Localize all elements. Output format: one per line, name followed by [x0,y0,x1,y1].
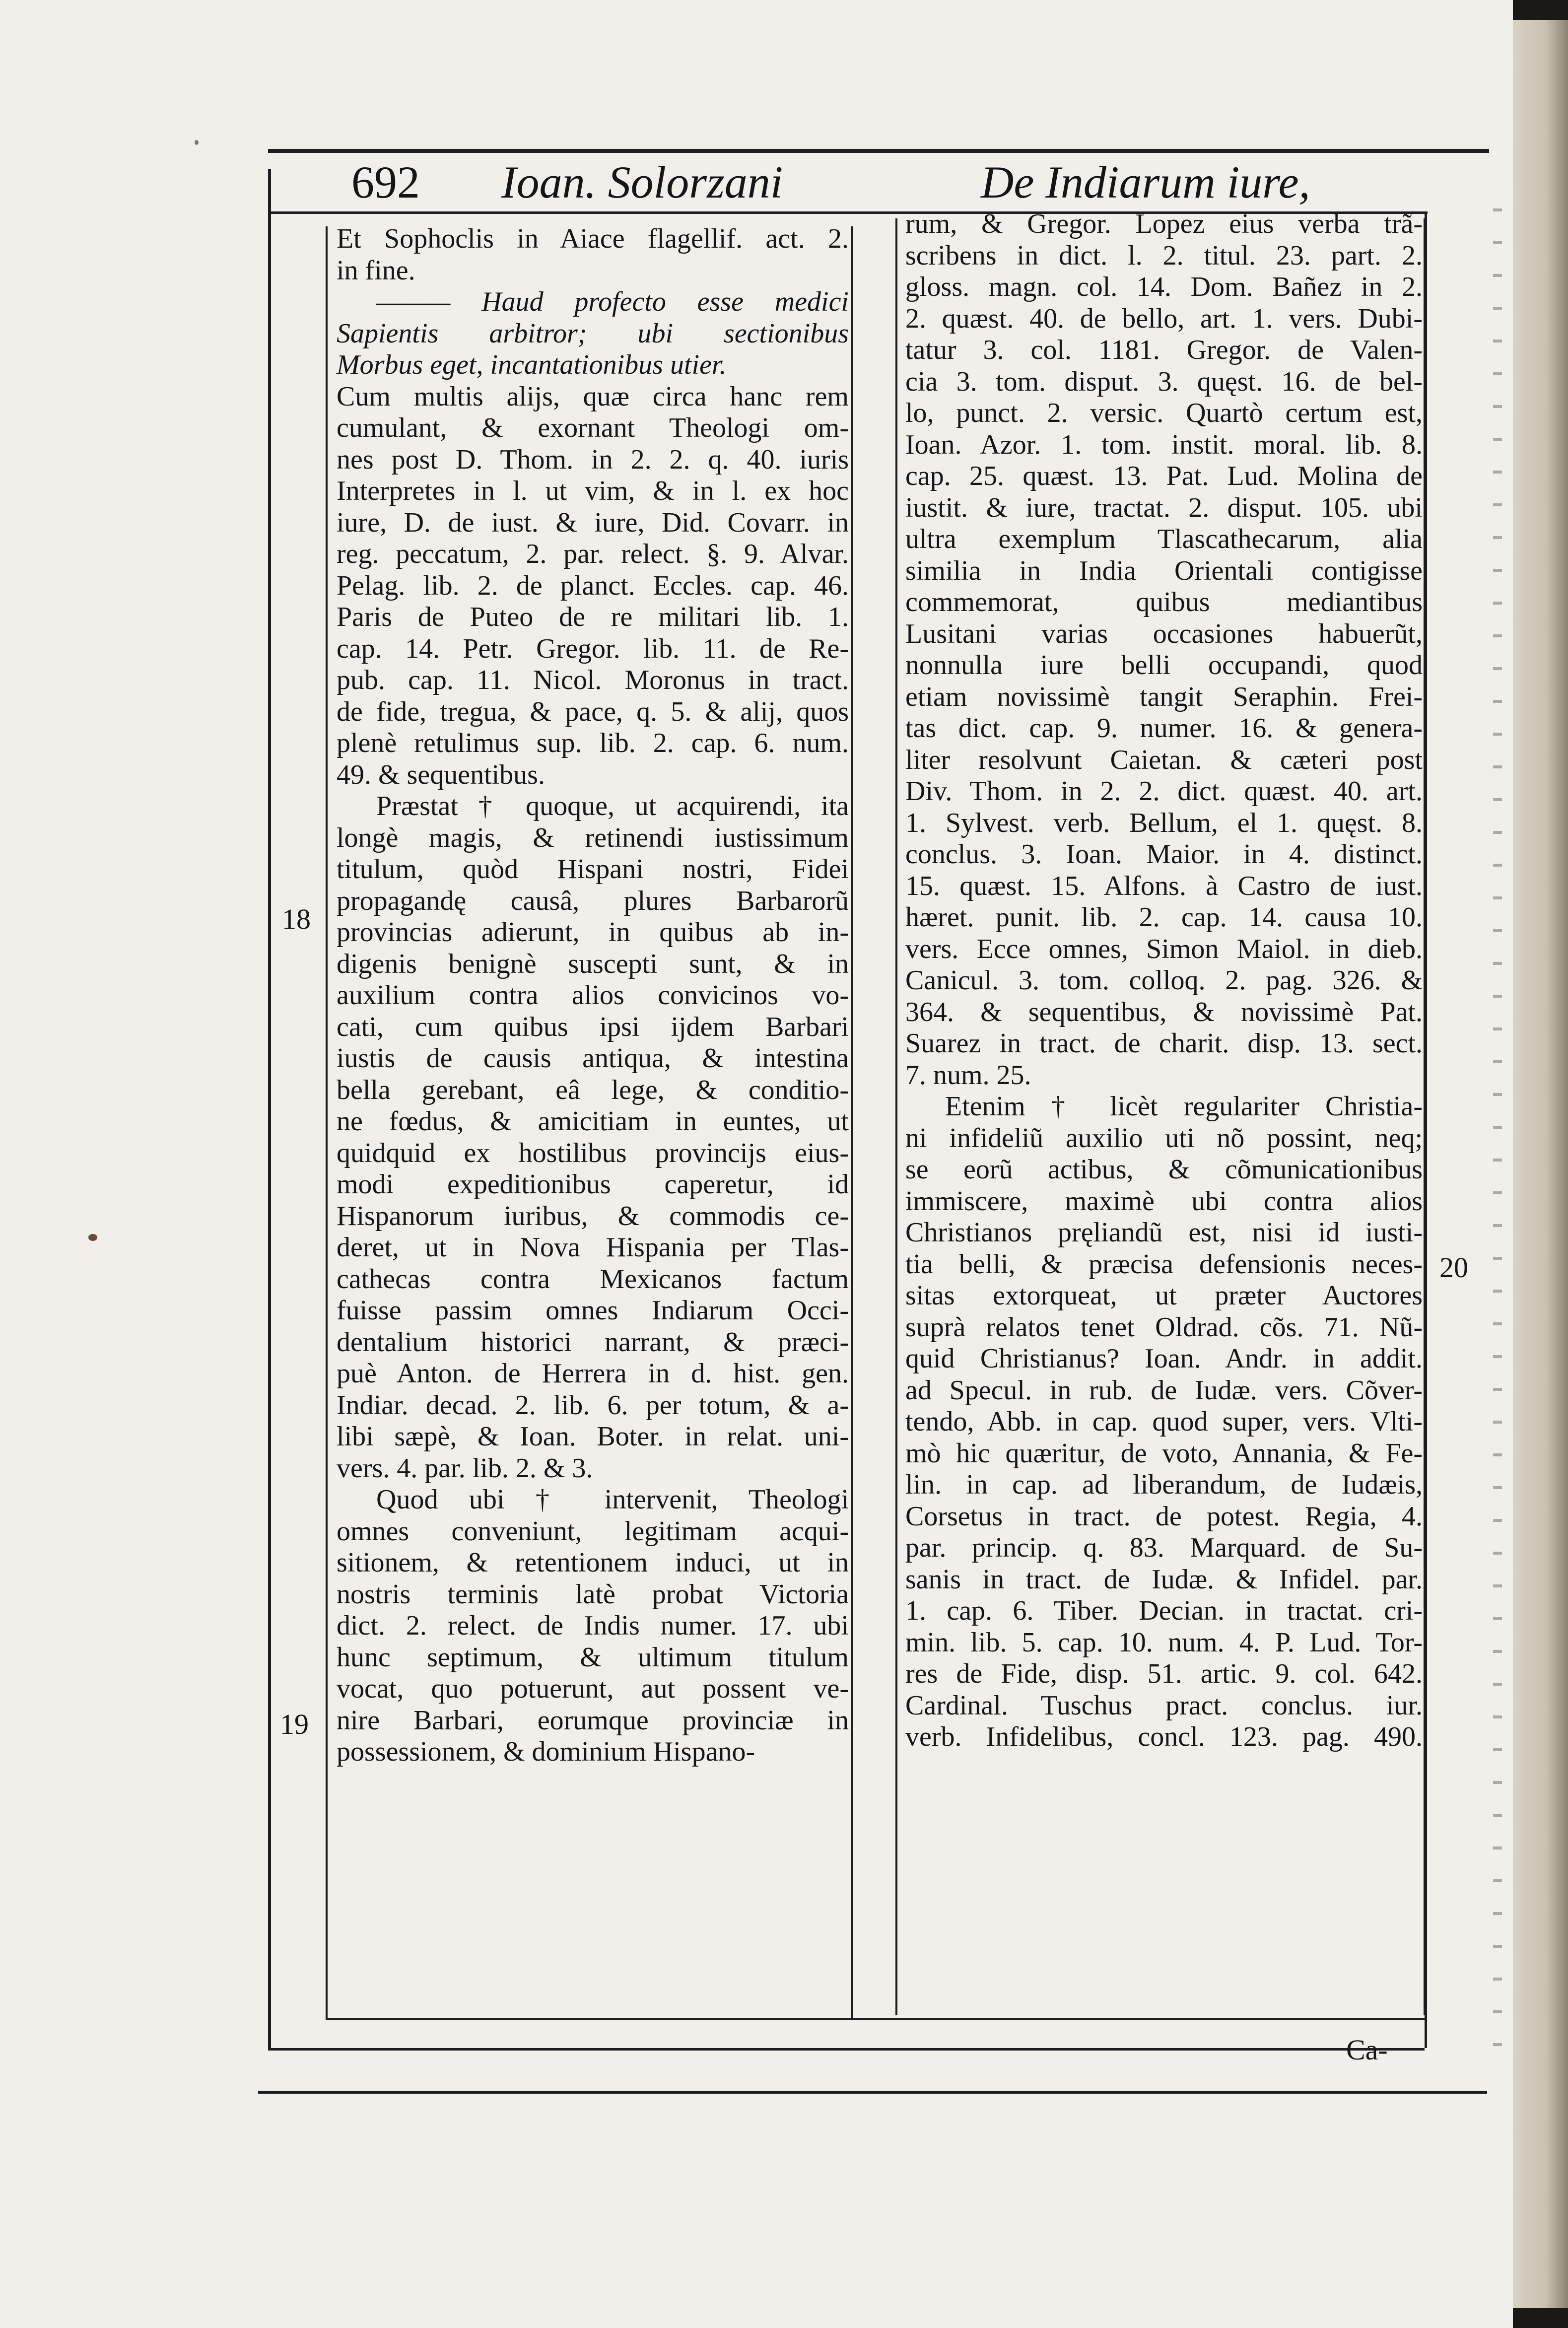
text-line: propagandę causâ, plures Barbarorũ [337,885,849,916]
text-line: pub. cap. 11. Nicol. Moronus in tract. [337,665,849,695]
text-line: sitionem, & retentionem induci, ut in [337,1547,849,1578]
text-line: commemorat, quibus mediantibus [905,587,1423,617]
text-line: Etenim † licèt regulariter Christia- [945,1091,1423,1122]
text-line: cati, cum quibus ipsi ijdem Barbari [337,1011,849,1042]
text-line: ad Specul. in rub. de Iudæ. vers. Cõver- [905,1374,1423,1406]
header-rule [268,149,1489,153]
text-line: vers. Ecce omnes, Simon Maiol. in dieb. [905,933,1423,964]
text-line: bella gerebant, eâ lege, & conditio- [337,1074,849,1105]
text-line: Indiar. decad. 2. lib. 6. per totum, & a- [337,1389,849,1421]
page-fore-edge [1513,20,1568,2308]
right-text-column [905,208,1423,1753]
text-line: nes post D. Thom. in 2. 2. q. 40. iuris [337,444,849,475]
text-line: tendo, Abb. in cap. quod super, vers. Vlti- [905,1406,1423,1437]
text-line: dentalium historici narrant, & præci- [337,1326,849,1358]
text-line: 1. Sylvest. verb. Bellum, el 1. quęst. 8. [905,807,1423,838]
text-line: sitas extorqueat, ut præter Auctores [905,1280,1423,1311]
text-line: Morbus eget, incantationibus utier. [337,349,727,380]
text-line: par. princip. q. 83. Marquard. de Su- [905,1532,1423,1563]
text-line: quid Christianus? Ioan. Andr. in addit. [905,1343,1423,1374]
text-line: cap. 14. Petr. Gregor. lib. 11. de Re- [337,633,849,664]
text-line: Pelag. lib. 2. de planct. Eccles. cap. 46. [337,570,849,601]
text-line: iure, D. de iust. & iure, Did. Covarr. in [337,507,849,538]
text-line: ne fœdus, & amicitiam in euntes, ut [337,1106,849,1137]
text-line: tas dict. cap. 9. numer. 16. & genera- [905,713,1423,744]
text-line: reg. peccatum, 2. par. relect. §. 9. Alvar. [337,539,849,569]
text-line: se eorũ actibus, & cõmunicationibus [905,1154,1423,1185]
text-line: etiam novissimè tangit Seraphin. Frei- [905,681,1423,712]
text-line: auxilium contra alios convicinos vo- [337,980,849,1011]
text-line: 2. quæst. 40. de bello, art. 1. vers. Dubi- [905,303,1423,334]
text-line: de fide, tregua, & pace, q. 5. & alij, quos [337,696,849,727]
running-head-author: Ioan. Solorzani [501,157,783,207]
text-line: in fine. [337,255,415,286]
text-line: 7. num. 25. [905,1059,1031,1091]
text-line: deret, ut in Nova Hispania per Tlas- [337,1232,849,1263]
text-line: puè Anton. de Herrera in d. hist. gen. [337,1358,849,1389]
text-line: Paris de Puteo de re militari lib. 1. [337,602,849,632]
text-line: Hispanorum iuribus, & commodis ce- [337,1200,849,1232]
text-line: conclus. 3. Ioan. Maior. in 4. distinct. [905,839,1423,870]
text-line: res de Fide, disp. 51. artic. 9. col. 642. [905,1658,1423,1689]
text-line: Ioan. Azor. 1. tom. instit. moral. lib. 8. [905,429,1423,460]
text-line: hæret. punit. lib. 2. cap. 14. causa 10. [905,902,1423,933]
left-column-rule-right [851,226,853,2018]
page-bottom-rule [258,2091,1487,2094]
right-column-rule-left [895,218,897,2015]
left-text-column [337,223,849,1768]
text-line: Suarez in tract. de charit. disp. 13. sect. [905,1028,1423,1059]
text-line: gloss. magn. col. 14. Dom. Bañez in 2. [905,272,1423,302]
margin-number-19: 19 [280,1708,309,1740]
text-line: 49. & sequentibus. [337,759,545,790]
text-line: iustis de causis antiqua, & intestina [337,1043,849,1074]
text-line: sanis in tract. de Iudæ. & Infidel. par. [905,1564,1423,1595]
text-line: lin. in cap. ad liberandum, de Iudæis, [905,1469,1423,1500]
column-bottom-rule [326,2018,1426,2020]
margin-number-20: 20 [1439,1251,1468,1284]
text-line: ——— Haud profecto esse medici [376,286,849,317]
text-line: verb. Infidelibus, concl. 123. pag. 490. [905,1721,1423,1752]
text-line: Lusitani varias occasiones habuerũt, [905,618,1423,649]
text-line: Interpretes in l. ut vim, & in l. ex hoc [337,476,849,506]
text-line: fuisse passim omnes Indiarum Occi- [337,1295,849,1326]
left-column-rule-left [326,226,328,2018]
text-line: scribens in dict. l. 2. titul. 23. part. 2. [905,240,1423,271]
text-line: ultra exemplum Tlascathecarum, alia [905,524,1423,554]
text-line: vocat, quo potuerunt, aut possent ve- [337,1673,849,1704]
text-line: liter resolvunt Caietan. & cæteri post [905,744,1423,775]
text-line: cia 3. tom. disput. 3. quęst. 16. de bel- [905,366,1423,397]
text-line: plenè retulimus sup. lib. 2. cap. 6. num. [337,728,849,758]
text-line: similia in India Orientali contigisse [905,555,1423,586]
text-line: quidquid ex hostilibus provincijs eius- [337,1137,849,1168]
text-line: omnes conveniunt, legitimam acqui- [337,1515,849,1547]
text-line: lo, punct. 2. versic. Quartò certum est, [905,398,1423,428]
text-line: Corsetus in tract. de potest. Regia, 4. [905,1501,1423,1532]
text-line: longè magis, & retinendi iustissimum [337,822,849,853]
text-line: suprà relatos tenet Oldrad. cõs. 71. Nũ- [905,1311,1423,1343]
text-line: Div. Thom. in 2. 2. dict. quæst. 40. art. [905,776,1423,807]
text-line: modi expeditionibus caperetur, id [337,1169,849,1200]
text-line: min. lib. 5. cap. 10. num. 4. P. Lud. Tor- [905,1627,1423,1658]
text-line: Quod ubi † intervenit, Theologi [376,1484,849,1515]
page-number: 692 [351,157,420,207]
text-line: Christianos pręliandũ est, nisi id iusti- [905,1217,1423,1248]
text-line: 364. & sequentibus, & novissimè Pat. [905,996,1423,1027]
text-line: cap. 25. quæst. 13. Pat. Lud. Molina de [905,461,1423,491]
frame-left-rule [268,169,271,2050]
text-line: rum, & Gregor. Lopez eius verba trã- [905,208,1423,239]
text-line: iustit. & iure, tractat. 2. disput. 105. ubi [905,492,1423,523]
text-line: Et Sophoclis in Aiace flagellif. act. 2. [337,223,849,254]
text-line: nonnulla iure belli occupandi, quod [905,650,1423,681]
text-line: tia belli, & præcisa defensionis neces- [905,1248,1423,1280]
text-line: Cardinal. Tuschus pract. conclus. iur. [905,1690,1423,1721]
margin-number-18: 18 [282,903,311,935]
text-line: titulum, quòd Hispani nostri, Fidei [337,854,849,885]
text-line: 15. quæst. 15. Alfons. à Castro de iust. [905,870,1423,901]
text-line: tatur 3. col. 1181. Gregor. de Valen- [905,335,1423,365]
ink-spot [195,140,199,145]
text-line: nostris terminis latè probat Victoria [337,1578,849,1610]
frame-bottom-rule [268,2048,1425,2051]
right-column-rule-right [1424,218,1426,2015]
text-line: provincias adierunt, in quibus ab in- [337,917,849,948]
running-head-title: De Indiarum iure, [981,157,1310,207]
text-line: Sapientis arbitror; ubi sectionibus [337,318,849,349]
text-line: 1. cap. 6. Tiber. Decian. in tractat. cri- [905,1595,1423,1626]
text-line: immiscere, maximè ubi contra alios [905,1185,1423,1217]
text-line: mò hic quæritur, de voto, Annania, & Fe- [905,1438,1423,1469]
catchword: Ca- [1346,2034,1388,2066]
text-line: libi sæpè, & Ioan. Boter. in relat. uni- [337,1421,849,1452]
text-line: cathecas contra Mexicanos factum [337,1263,849,1295]
text-line: Præstat † quoque, ut acquirendi, ita [376,791,849,822]
text-line: possessionem, & dominium Hispano- [337,1736,755,1767]
bleed-through-marks [1493,179,1502,2065]
text-line: ni infideliũ auxilio uti nõ possint, neq; [905,1122,1423,1154]
text-line: vers. 4. par. lib. 2. & 3. [337,1452,593,1484]
text-line: nire Barbari, eorumque provinciæ in [337,1705,849,1736]
text-line: dict. 2. relect. de Indis numer. 17. ubi [337,1610,849,1641]
text-line: Cum multis alijs, quæ circa hanc rem [337,381,849,412]
text-line: hunc septimum, & ultimum titulum [337,1642,849,1673]
text-line: digenis benignè suscepti sunt, & in [337,948,849,979]
ink-spot [88,1234,97,1241]
text-line: Canicul. 3. tom. colloq. 2. pag. 326. & [905,965,1423,996]
text-line: cumulant, & exornant Theologi om- [337,412,849,443]
